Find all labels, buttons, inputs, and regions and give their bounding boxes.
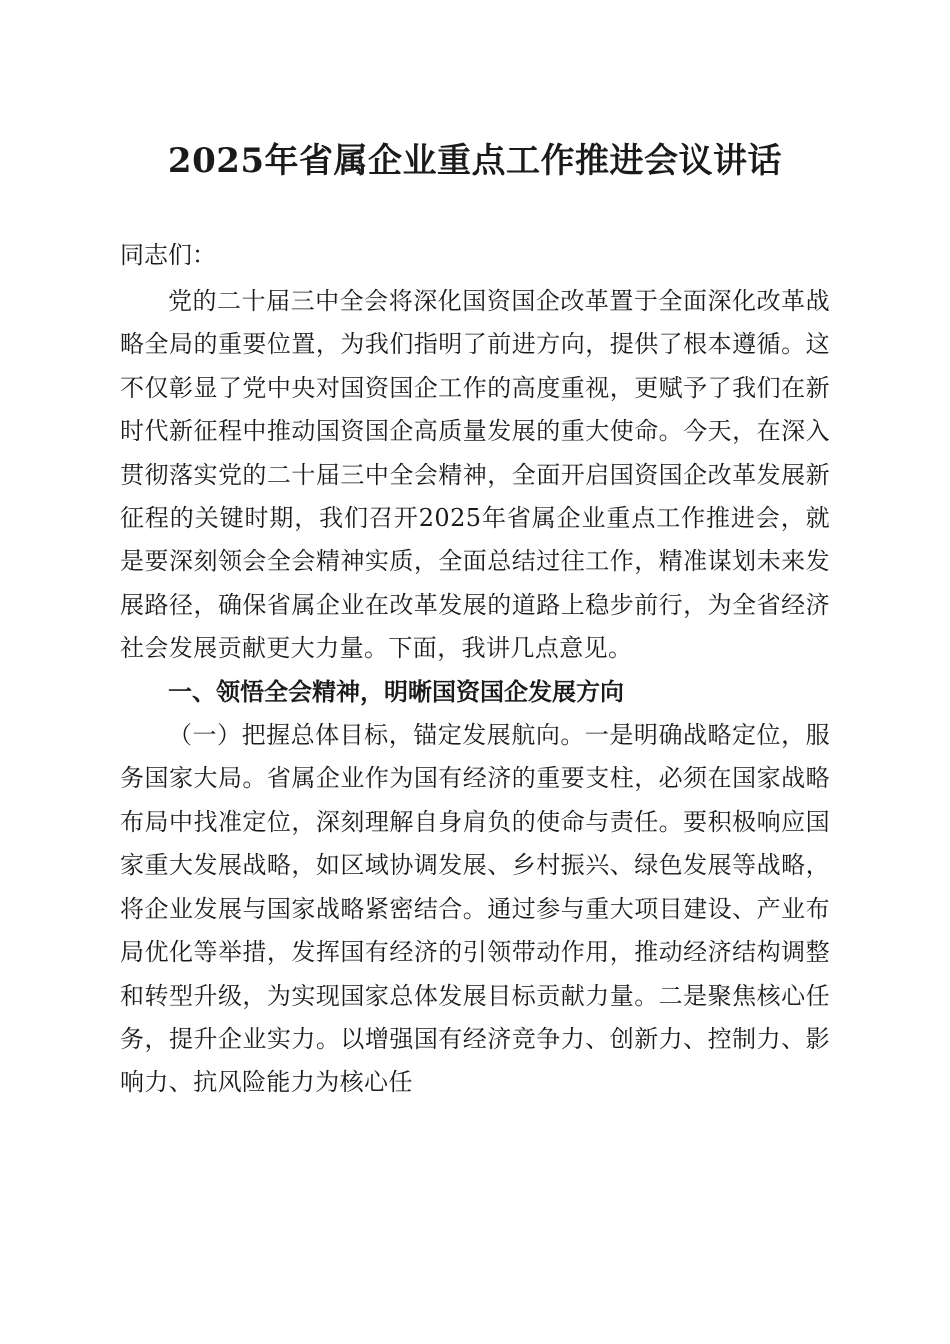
document-body (120, 280, 830, 1105)
subsection-heading: （一）把握总体目标，锚定发展航向。 (168, 721, 585, 750)
salutation: 同志们： (120, 241, 216, 269)
subsection-paragraph (120, 714, 830, 1105)
intro-paragraph: 党的二十届三中全会将深化国资国企改革置于全面深化改革战略全局的重要位置，为我们指明了前进方向，提供了根本遵循。这不仅彰显了党中央对国资国企工作的高度重视，更赋予了我们在新时代新征程中推动国资国企高质量发展的重大使命。今天，在深入贯彻落实党的二十届三中全会精神，全面开启国资国企改革发展新征程的关键时期，我们召开2025年省属企业重点工作推进会，就是要深刻领会全会精神实质，全面总结过往工作，精准谋划未来发展路径，确保省属企业在改革发展的道路上稳步前行，为全省经济社会发展贡献更大力量。下面，我讲几点意见。 (120, 287, 830, 663)
subsection-text: 一是明确战略定位，服务国家大局。省属企业作为国有经济的重要支柱，必须在国家战略布局中找准定位，深刻理解自身肩负的使命与责任。要积极响应国家重大发展战略，如区域协调发展、乡村振兴、绿色发展等战略，将企业发展与国家战略紧密结合。通过参与重大项目建设、产业布局优化等举措，发挥国有经济的引领带动作用，推动经济结构调整和转型升级，为实现国家总体发展目标贡献力量。二是聚焦核心任务，提升企业实力。以增强国有经济竞争力、创新力、控制力、影响力、抗风险能力为核心任 (120, 721, 830, 1097)
section-heading: 一、领悟全会精神，明晰国资国企发展方向 (168, 677, 624, 706)
page-title: 2025年省属企业重点工作推进会议讲话 (167, 141, 783, 181)
